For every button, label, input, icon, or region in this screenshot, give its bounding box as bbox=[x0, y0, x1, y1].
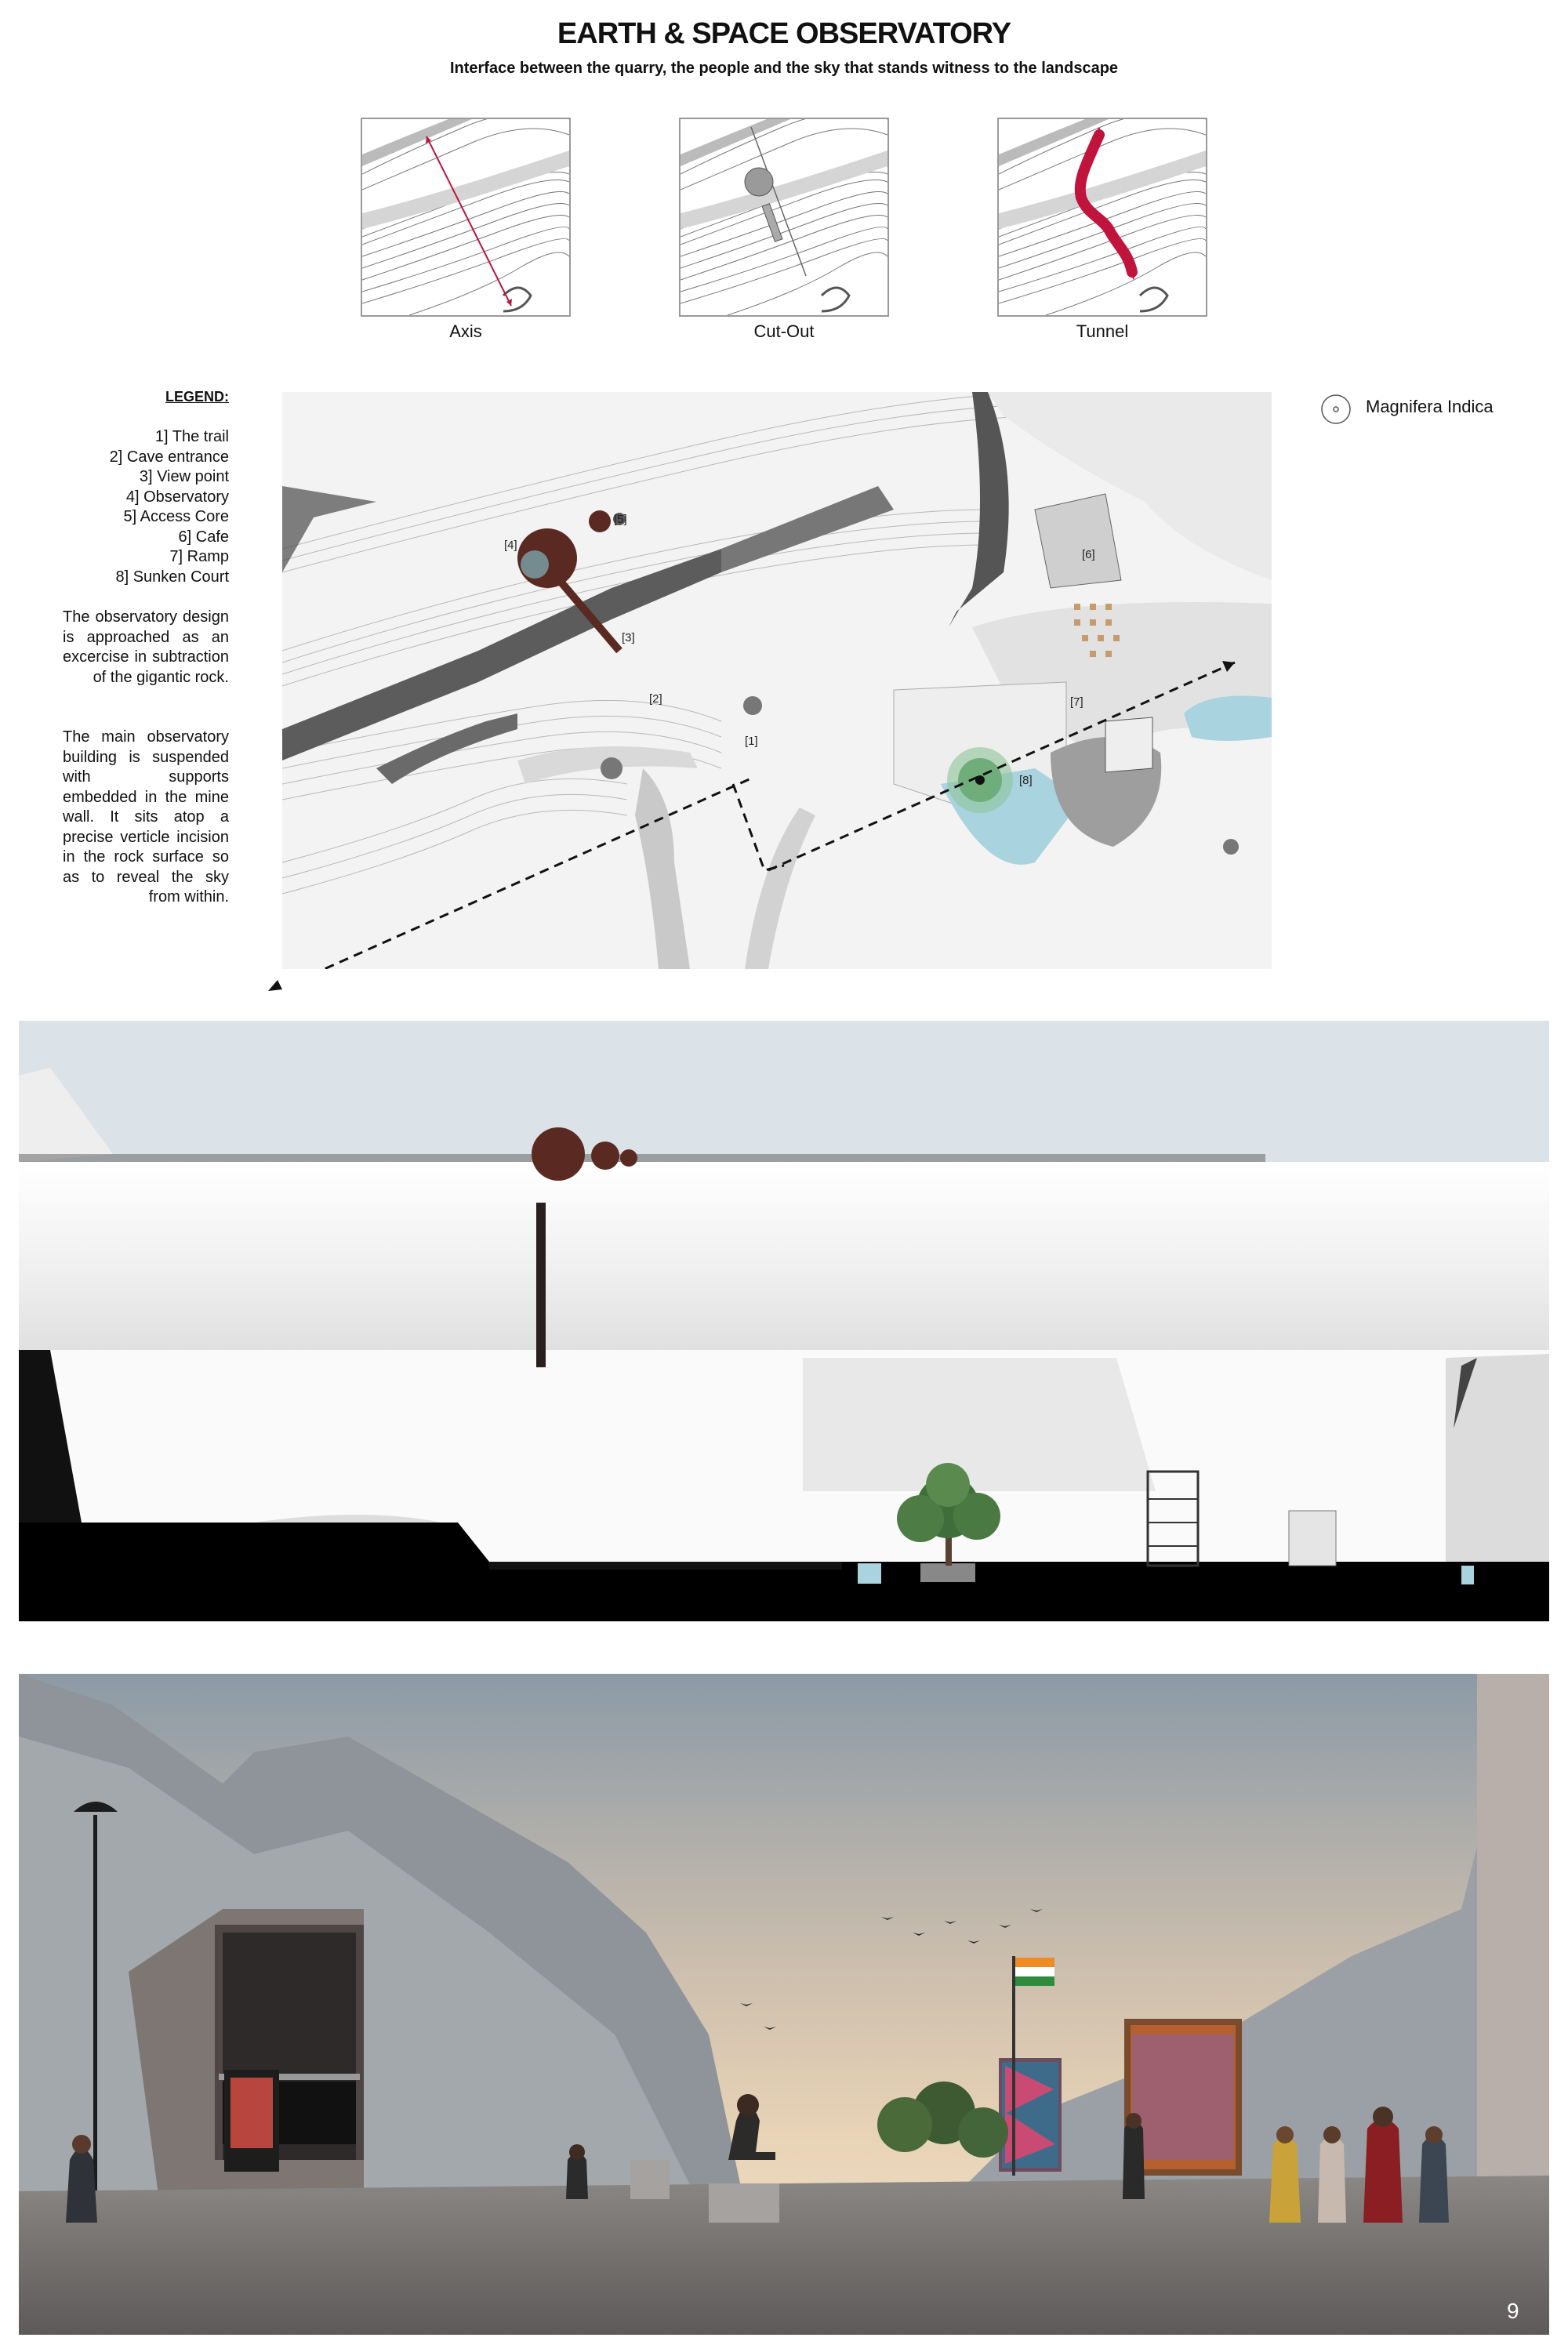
site-plan bbox=[282, 392, 1272, 969]
tree-symbol-icon bbox=[1320, 394, 1352, 425]
legend-item: 7] Ramp bbox=[169, 548, 229, 565]
site-section bbox=[19, 1021, 1549, 1621]
axis-label: Axis bbox=[449, 321, 482, 341]
plan-marker-1: [1] bbox=[745, 735, 758, 748]
page-number: 9 bbox=[1507, 2299, 1519, 2323]
plan-marker-2: [2] bbox=[649, 692, 662, 706]
design-paragraph: The observatory design is approached as an excercise in subtraction of the gigantic rock. bbox=[63, 608, 229, 686]
legend-item: 3] View point bbox=[139, 468, 229, 485]
legend-list bbox=[47, 427, 229, 587]
tunnel-diagram bbox=[997, 118, 1207, 317]
plan-marker-5: [5] bbox=[614, 513, 627, 526]
page-title: EARTH & SPACE OBSERVATORY bbox=[557, 17, 1011, 50]
tunnel-label: Tunnel bbox=[1076, 321, 1129, 341]
page-subtitle: Interface between the quarry, the people and the sky that stands witness to the landscape bbox=[449, 60, 1119, 77]
plan-marker-4: [4] bbox=[504, 539, 517, 552]
legend-item: 1] The trail bbox=[154, 428, 229, 445]
legend-item: 6] Cafe bbox=[178, 528, 229, 546]
cut-out-diagram bbox=[679, 118, 889, 317]
cut-out-label: Cut-Out bbox=[753, 321, 815, 341]
plaza-render bbox=[19, 1674, 1549, 2335]
legend-item: 4] Observatory bbox=[125, 488, 229, 506]
plan-marker-6: [6] bbox=[1082, 548, 1095, 561]
plan-marker-7: [7] bbox=[1070, 695, 1083, 709]
plan-marker-8: [8] bbox=[1019, 774, 1033, 787]
legend-title: LEGEND: bbox=[165, 389, 229, 405]
plan-marker-3: [3] bbox=[622, 631, 635, 644]
structure-paragraph: The main observatory building is suspended with supports embedded in the mine wall. It sits atop a precise verticle incision in the rock surface so as to reveal the sky from within. bbox=[63, 728, 229, 906]
axis-diagram bbox=[361, 118, 571, 317]
legend-item: 8] Sunken Court bbox=[115, 568, 229, 586]
tree-legend-label: Magnifera Indica bbox=[1366, 397, 1494, 416]
legend-item: 5] Access Core bbox=[123, 508, 229, 525]
axis-arrow-tail bbox=[267, 964, 298, 996]
legend-item: 2] Cave entrance bbox=[109, 448, 229, 466]
